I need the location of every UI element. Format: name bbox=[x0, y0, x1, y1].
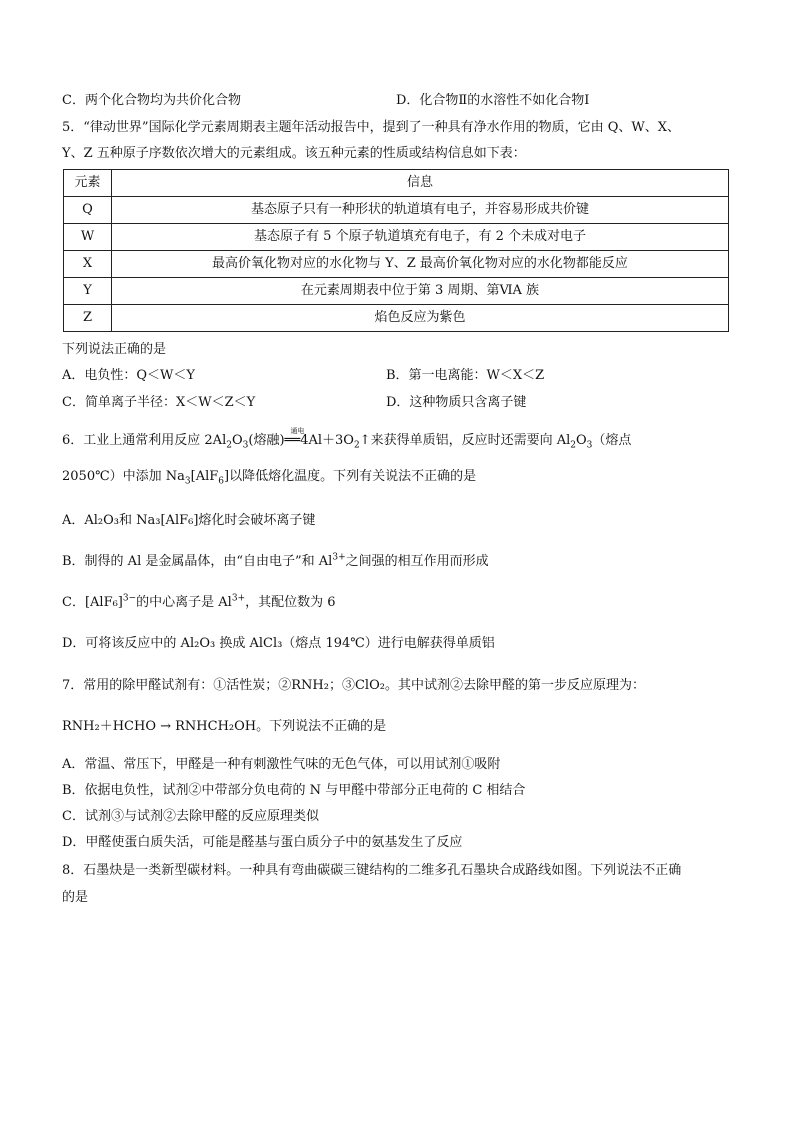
table-header-element: 元素 bbox=[64, 170, 112, 197]
superscript: 3+ bbox=[332, 552, 346, 563]
superscript: 3− bbox=[122, 593, 137, 604]
q4-option-d: D．化合物Ⅱ的水溶性不如化合物Ⅰ bbox=[396, 93, 590, 108]
q5-stem-line1: 5．“律动世界”国际化学元素周期表主题年活动报告中，提到了一种具有净水作用的物质，它由 Q、W、X、 bbox=[62, 120, 680, 135]
q5-option-a: A．电负性：Q＜W＜Y bbox=[62, 368, 195, 383]
table-row bbox=[64, 224, 729, 251]
q6-text: ]以降低熔化温度。下列有关说法不正确的是 bbox=[224, 469, 477, 484]
q7-option-a: A．常温、常压下，甲醛是一种有刺激性气味的无色气体，可以用试剂①吸附 bbox=[62, 757, 501, 772]
q5-stem-line2: Y、Z 五种原子序数依次增大的元素组成。该五种元素的性质或结构信息如下表： bbox=[62, 146, 526, 161]
table-row bbox=[64, 305, 729, 332]
q8-stem-line1: 8．石墨炔是一类新型碳材料。一种具有弯曲碳碳三键结构的二维多孔石墨块合成路线如图。下列说法不正确 bbox=[62, 863, 682, 878]
table-cell-info: 基态原子只有一种形状的轨道填有电子，并容易形成共价键 bbox=[112, 197, 729, 224]
q4-option-c: C．两个化合物均为共价化合物 bbox=[62, 93, 241, 108]
q6-option-d: D．可将该反应中的 Al₂O₃ 换成 AlCl₃（熔点 194℃）进行电解获得单质铝 bbox=[62, 636, 495, 651]
table-cell-info: 在元素周期表中位于第 3 周期、第ⅥA 族 bbox=[112, 278, 729, 305]
table-cell-info: 焰色反应为紫色 bbox=[112, 305, 729, 332]
reaction-condition: 通电 bbox=[290, 427, 305, 435]
q7-stem: 7．常用的除甲醛试剂有：①活性炭；②RNH₂；③ClO₂。其中试剂②去除甲醛的第一步反应原理为： bbox=[62, 678, 645, 693]
q6-text: 的中心离子是 Al bbox=[136, 595, 232, 610]
table-row bbox=[64, 197, 729, 224]
q7-equation: RNH₂＋HCHO → RNHCH₂OH。下列说法不正确的是 bbox=[62, 719, 387, 734]
q7-option-d: D．甲醛使蛋白质失活，可能是醛基与蛋白质分子中的氨基发生了反应 bbox=[62, 835, 463, 850]
superscript: 3+ bbox=[231, 593, 246, 604]
q6-text: O bbox=[231, 433, 243, 448]
q6-text: 6．工业上通常利用反应 2Al bbox=[62, 433, 227, 448]
table-header-row bbox=[64, 170, 729, 197]
q6-text: 4Al＋3O bbox=[300, 433, 354, 448]
q5-option-c: C．简单离子半径：X＜W＜Z＜Y bbox=[62, 395, 256, 410]
q6-stem-line2: 2050℃）中添加 $Na_3[AlF_6]$以降低熔化温度。下列有关说法不正确的是 bbox=[62, 469, 477, 487]
table-cell-info: 最高价氧化物对应的水化物与 Y、Z 最高价氧化物对应的水化物都能反应 bbox=[112, 251, 729, 278]
table-row bbox=[64, 251, 729, 278]
q6-text: (熔融) bbox=[248, 433, 285, 448]
q5-question: 下列说法正确的是 bbox=[62, 342, 167, 357]
q6-text: （熔点 bbox=[592, 433, 632, 448]
q6-text: B．制得的 Al 是金属晶体，由“自由电子”和 Al bbox=[62, 554, 333, 569]
q6-text: ，其配位数为 6 bbox=[245, 595, 336, 610]
table-cell-info: 基态原子有 5 个原子轨道填充有电子，有 2 个未成对电子 bbox=[112, 224, 729, 251]
q7-option-c: C．试剂③与试剂②去除甲醛的反应原理类似 bbox=[62, 809, 319, 824]
q6-option-c bbox=[62, 594, 336, 612]
electrolysis-equals-sign: 通电 ══ bbox=[285, 432, 301, 450]
q6-text: ↑来获得单质铝，反应时还需要向 Al bbox=[359, 433, 571, 448]
q7-option-b: B．依据电负性，试剂②中带部分负电荷的 N 与甲醛中带部分正电荷的 C 相结合 bbox=[62, 783, 526, 798]
q6-stem-line1: 6．工业上通常利用反应 $2Al_2O_3$(熔融) 通电 $══4Al+3O_2↑$来获得单质铝，反应时还需要向 $Al_2O_3$（熔点 bbox=[62, 432, 631, 450]
element-info-table bbox=[63, 169, 729, 332]
q5-option-d: D．这种物质只含离子键 bbox=[386, 395, 527, 410]
q6-text: O bbox=[575, 433, 587, 448]
table-row bbox=[64, 278, 729, 305]
table-cell-element: Q bbox=[64, 197, 112, 224]
table-header-info: 信息 bbox=[112, 170, 729, 197]
q6-text: 2050℃）中添加 Na bbox=[62, 469, 185, 484]
table-cell-element: Y bbox=[64, 278, 112, 305]
q5-option-b: B．第一电离能：W＜X＜Z bbox=[386, 368, 545, 383]
q6-option-a: A．Al₂O₃和 Na₃[AlF₆]熔化时会破坏离子键 bbox=[62, 513, 316, 528]
q6-text: C．[AlF₆] bbox=[62, 595, 123, 610]
q6-option-b bbox=[62, 553, 489, 571]
q8-stem-line2: 的是 bbox=[62, 890, 89, 905]
q6-text: [AlF bbox=[190, 469, 219, 484]
table-cell-element: Z bbox=[64, 305, 112, 332]
table-cell-element: W bbox=[64, 224, 112, 251]
table-cell-element: X bbox=[64, 251, 112, 278]
q6-text: 之间强的相互作用而形成 bbox=[345, 554, 489, 569]
